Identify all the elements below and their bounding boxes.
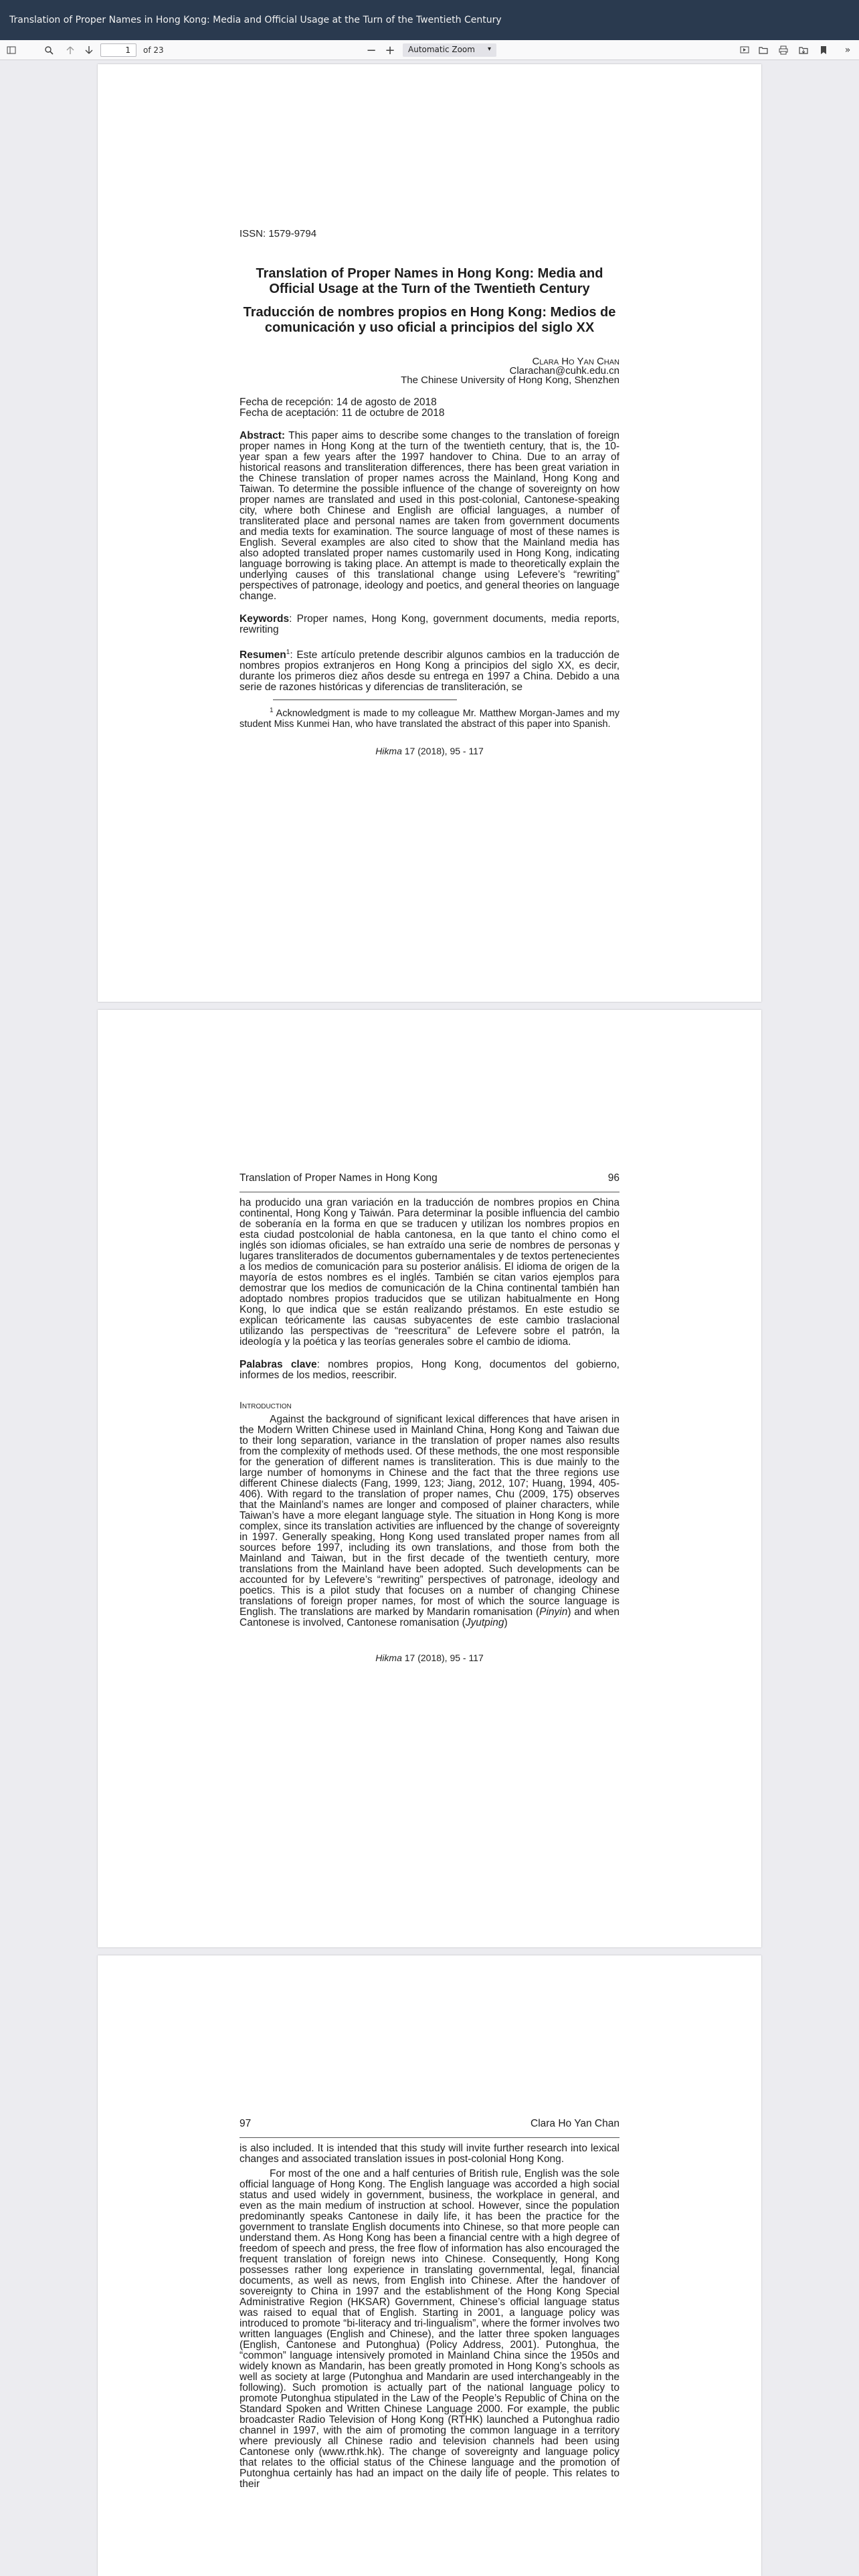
footnote-number: 1 [270, 707, 274, 715]
resumen-text: : Este artículo pretende describir algunos cambios en la traducción de nombres propios extranjeros en Hong Kong a principios del siglo XX, es decir, durante los primeros diez años desde su entrega en 1997 a China. Debido a una serie de razones históricas y diferencias de transliteración, se [240, 649, 619, 693]
palabras-label: Palabras clave [240, 1359, 317, 1370]
page-footer [240, 1652, 619, 1663]
abstract [240, 431, 619, 602]
open-file-icon[interactable] [756, 43, 771, 57]
next-page-icon[interactable] [82, 43, 96, 57]
abstract-text: This paper aims to describe some changes to the translation of foreign proper names in Hong Kong at the turn of the twentieth century, that is, the 10-year span a few years after the 1997 handover to China. Due to an array of historical reasons and transliteration differences, there has been great variation in the Chinese translation of proper names across the Mainland, Hong Kong and Taiwan. To determine the possible influence of the change of sovereignty on how proper names are translated and used in this post-colonial, Cantonese-speaking city, where both Chinese and English are official languages, a number of transliterated place and personal names are taken from government documents and media texts for examination. The source language of most of these names is English. Several examples are also cited to show that the Mainland media has also adopted translated proper names customarily used in Hong Kong, indicating language borrowing is taking place. An attempt is made to theoretically explain the underlying causes of this translational change using Lefevere’s “rewriting” perspectives of patronage, ideology and poetics, and general theories on language change. [240, 430, 619, 602]
intro-mid: ) and when Cantonese is involved, Cantonese romanisation ( [240, 1606, 619, 1628]
download-icon[interactable] [796, 43, 811, 57]
jyutping-term: Jyutping [465, 1617, 504, 1628]
footnote-text: Acknowledgment is made to my colleague Mr. Matthew Morgan-James and my student Miss Kunmei Han, who have translated the abstract of this paper into Spanish. [240, 708, 619, 730]
running-header-page: 96 [607, 1172, 619, 1184]
pdf-page-1 [98, 64, 761, 1002]
zoom-select[interactable] [403, 43, 496, 57]
page-number-input[interactable]: 1 [100, 43, 136, 57]
keywords [240, 614, 619, 635]
resumen [240, 647, 619, 693]
sidebar-toggle-icon[interactable] [4, 43, 19, 57]
window-title-bar [0, 0, 859, 40]
intro-text: Against the background of significant lexical differences that have arisen in the Modern Written Chinese used in Mainland China, Hong Kong and Taiwan due to their long separation, variance in the translation of proper names also results from the complexity of methods used. Of these methods, the one most responsible for the generation of different names is transliteration. This is due mainly to the large number of homonyms in Chinese and the fact that the three regions use different Chinese dialects (Fang, 1999, 123; Jiang, 2012, 107; Huang, 1994, 405-406). With regard to the translation of proper names, Chu (2009, 175) observes that the Mainland’s names are longer and composed of plainer characters, while Taiwan’s have a more elegant language style. The situation in Hong Kong is more complex, since its translation activities are influenced by the change of sovereignty in 1997. Generally speaking, Hong Kong used translated proper names from all sources before 1997, including its own translations, and those from both the Mainland and Taiwan, but in the first decade of the twentieth century, more translations from the Mainland have been adopted. Such developments can be accounted for by Lefevere’s “rewriting” perspectives of patronage, ideology and poetics. This is a pilot study that focuses on a number of changing Chinese translations of foreign proper names, for most of which the source language is English. The translations are marked by Mandarin romanisation ( [240, 1414, 619, 1618]
title-english: Translation of Proper Names in Hong Kong: Media and Official Usage at the Turn of the Twentieth Century [256, 266, 603, 296]
zoom-out-icon[interactable]: − [366, 43, 377, 58]
body-paragraph: is also included. It is intended that this study will invite further research into lexical changes and associated translation issues in post-colonial Hong Kong. [240, 2143, 619, 2165]
print-icon[interactable] [776, 43, 791, 57]
pdf-page-3 [98, 1955, 761, 2576]
window-title: Translation of Proper Names in Hong Kong: Media and Official Usage at the Turn of the Twentieth Century [9, 15, 502, 25]
presentation-mode-icon[interactable] [737, 43, 752, 57]
page-count: of 23 [143, 45, 164, 55]
intro-end: ) [504, 1617, 508, 1628]
footnote [240, 706, 619, 730]
abstract-label: Abstract: [240, 430, 286, 441]
footer-journal: Hikma [375, 745, 402, 756]
author-email[interactable]: Clarachan@cuhk.edu.cn [509, 365, 619, 377]
author-affiliation: The Chinese University of Hong Kong, Shenzhen [401, 374, 619, 386]
running-header-page: 97 [240, 2118, 252, 2129]
intro-paragraph [240, 1414, 619, 1628]
section-heading: Introduction [240, 1400, 292, 1410]
running-header [240, 1173, 619, 1192]
date-received: Fecha de recepción: 14 de agosto de 2018 [240, 397, 437, 408]
palabras-text: : nombres propios, Hong Kong, documentos del gobierno, informes de los medios, reescribir. [240, 1359, 619, 1381]
pdf-toolbar [0, 40, 859, 60]
body-paragraph: For most of the one and a half centuries of British rule, English was the sole official language of Hong Kong. The English language was accorded a high social status and used widely in government, business, the workplace in general, and even as the main medium of instruction at school. However, since the population predominantly speaks Cantonese in daily life, it has been the practice for the government to translate English documents into Chinese, so that more people can understand them. As Hong Kong has been a financial centre with a high degree of freedom of speech and press, the free flow of information has also encouraged the frequent translation of foreign news into Chinese. Consequently, Hong Kong possesses rather long experience in translating governmental, legal, financial documents, as well as news, from English into Chinese. After the handover of sovereignty to China in 1997 and the establishment of the Hong Kong Special Administrative Region (HKSAR) Government, Chinese’s official language status was raised to equal that of English. Starting in 2001, a language policy was introduced to promote “bi-literacy and tri-lingualism”, where the former involves two written languages (English and Chinese), and the latter three spoken languages (English, Cantonese and Putonghua) (Policy Address, 2001). Putonghua, the “common” language intensively promoted in Mainland China since the 1950s and widely known as Mandarin, has been greatly promoted in Hong Kong’s schools as well as society at large (Putonghua and Mandarin are used interchangeably in the following). Such promotion is actually part of the national language policy to promote Putonghua stipulated in the Law of the People’s Republic of China on the Standard Spoken and Written Chinese Language 2000. For example, the public broadcaster Radio Television of Hong Kong (RTHK) launched a Putonghua radio channel in 1997, with the aim of promoting the common language in a territory where previously all Chinese radio and television channels had been using Cantonese only (www.rthk.hk). The change of sovereignty and language policy that relates to the official status of the Chinese language and the promotion of Putonghua certainly has had an impact on the daily life of people. This relates to their [240, 2168, 619, 2490]
keywords-text: : Proper names, Hong Kong, government documents, media reports, rewriting [240, 613, 619, 635]
pinyin-term: Pinyin [539, 1606, 568, 1618]
zoom-in-icon[interactable]: + [385, 43, 395, 58]
resumen-continued: ha producido una gran variación en la traducción de nombres propios en China continental, Hong Kong y Taiwán. Para determinar la posible influencia del cambio de soberanía en la forma en que se traducen y utilizan los nombres propios en esta ciudad postcolonial de habla cantonesa, en la que tanto el chino como el inglés son idiomas oficiales, se han extraído una serie de nombres de personas y lugares transliterados de documentos gubernamentales y de textos pertenecientes a los medios de comunicación para su posterior análisis. El idioma de origen de la mayoría de estos nombres es el inglés. También se citan varios ejemplos para demostrar que los medios de comunicación de la China continental también han adoptado nombres propios traducidos que se utilizan habitualmente en Hong Kong, lo que indica que se están realizando préstamos. En este estudio se explican teóricamente las causas subyacentes de este cambio traslacional utilizando las perspectivas de “reescritura” de Lefevere sobre el patrón, la ideología y la poética y las teorías generales sobre el cambio de idioma. [240, 1197, 619, 1348]
zoom-select-value: Automatic Zoom [408, 45, 475, 54]
date-accepted: Fecha de aceptación: 11 de octubre de 2018 [240, 407, 445, 419]
pdf-page-2 [98, 1010, 761, 1947]
previous-page-icon[interactable] [63, 43, 78, 57]
keywords-label: Keywords [240, 613, 290, 625]
author-name: Clara Ho Yan Chan [532, 356, 619, 367]
running-header [240, 2119, 619, 2138]
running-header-author: Clara Ho Yan Chan [531, 2118, 619, 2129]
title-spanish: Traducción de nombres propios en Hong Kong: Medios de comunicación y uso oficial a principios del siglo XX [243, 305, 616, 335]
bookmark-icon[interactable] [816, 43, 831, 57]
search-icon[interactable] [41, 43, 56, 57]
more-tools-icon[interactable]: » [844, 45, 851, 56]
resumen-label: Resumen [240, 649, 286, 661]
footnote-marker[interactable]: 1 [286, 649, 290, 656]
issn: ISSN: 1579-9794 [240, 228, 317, 239]
footer-pages: 17 (2018), 95 - 117 [401, 745, 484, 756]
running-header-title: Translation of Proper Names in Hong Kong [240, 1172, 438, 1184]
footer-journal: Hikma [375, 1652, 402, 1663]
page-footer [240, 746, 619, 756]
footer-pages: 17 (2018), 95 - 117 [401, 1652, 484, 1663]
palabras-clave [240, 1360, 619, 1381]
chevron-down-icon: ▾ [487, 45, 491, 53]
